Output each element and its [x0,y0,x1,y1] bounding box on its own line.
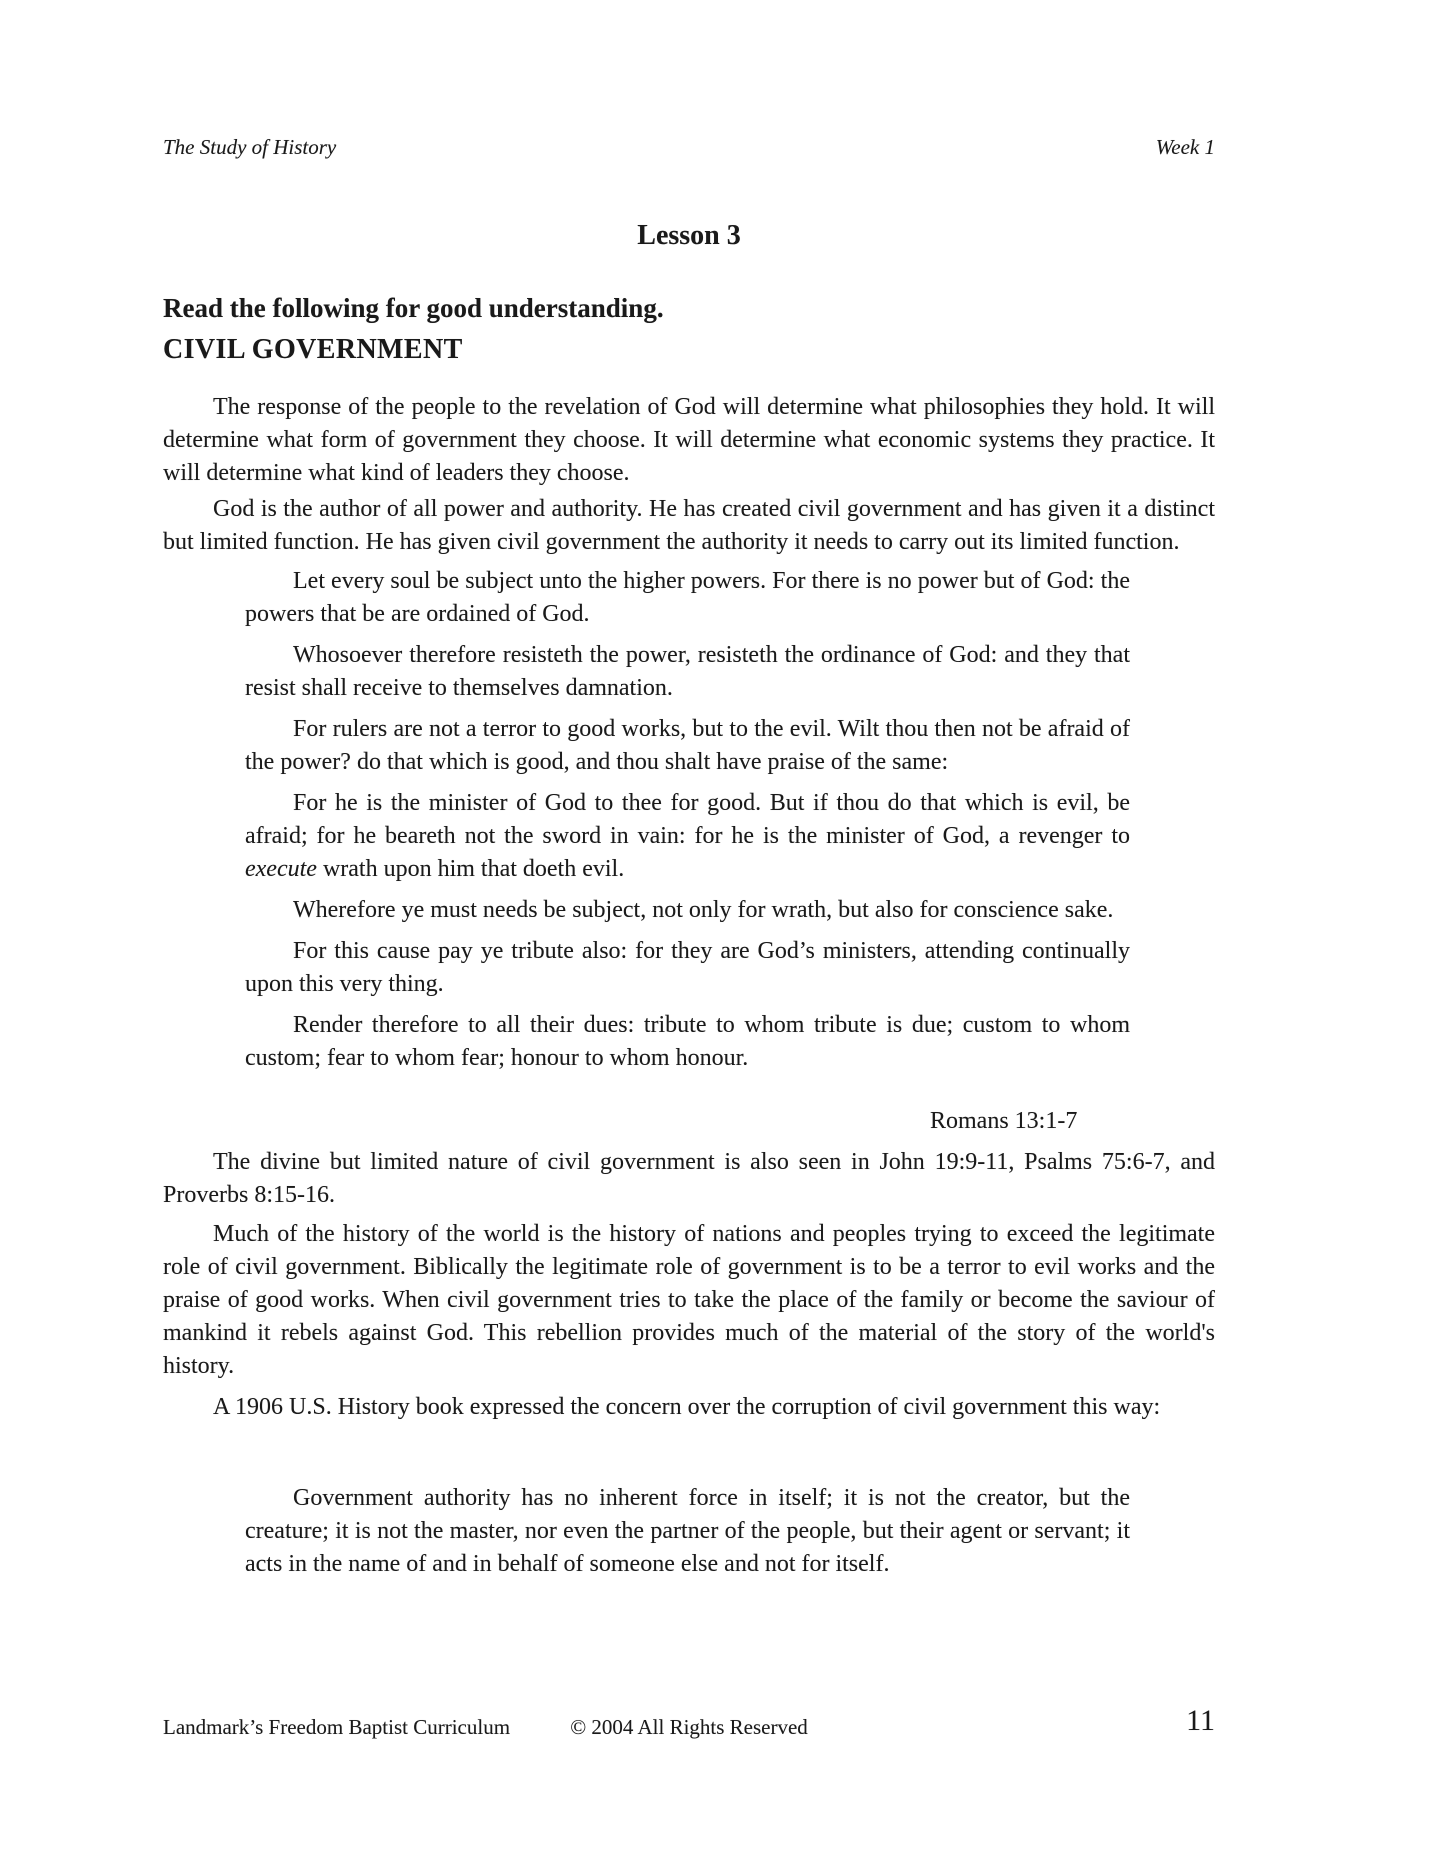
verse-6: For this cause pay ye tribute also: for they are God’s ministers, attending continually upon this very thing. [245,938,1130,997]
footer-page-number: 11 [1186,1704,1215,1737]
paragraph-god-author: God is the author of all power and authority. He has created civil government and has given it a distinct but limited function. He has given civil government the authority it needs to carry out its limited function. [163,496,1215,555]
instruction-heading: Read the following for good understanding. [163,293,664,323]
scripture-quote [245,565,1130,1075]
verse-4 [245,787,1130,886]
lesson-title: Lesson 3 [637,220,741,251]
paragraph-response: The response of the people to the revelation of God will determine what philosophies they hold. It will determine what form of government they choose. It will determine what economic systems they practice. It will determine what kind of leaders they choose. [163,394,1215,486]
excerpt-quote: Government authority has no inherent force in itself; it is not the creator, but the creature; it is not the master, nor even the partner of the people, but their agent or servant; it acts in the name of and in behalf of someone else and not for itself. [245,1485,1130,1577]
page-content [163,0,1215,1581]
verse-1: Let every soul be subject unto the higher powers. For there is no power but of God: the powers that be are ordained of God. [245,568,1130,627]
verse-emphasis-word: execute [245,856,317,882]
page-header [163,135,1215,159]
footer-curriculum-name: Landmark’s Freedom Baptist Curriculum [163,1715,511,1739]
paragraph-history-world: Much of the history of the world is the history of nations and peoples trying to exceed the legitimate role of civil government. Biblically the legitimate role of government is to be a terror to evil works and the praise of good works. When civil government tries to take the place of the family or become the saviour of mankind it rebels against God. This rebellion provides much of the material of the story of the world's history. [163,1221,1215,1379]
header-course-title: The Study of History [163,135,337,159]
scripture-reference: Romans 13:1-7 [930,1108,1078,1134]
verse-4-text-pre: For he is the minister of God to thee for good. But if thou do that which is evil, be afraid; for he beareth not the sword in vain: for he is the minister of God, a revenger to [245,790,1130,849]
verse-4-text-post: wrath upon him that doeth evil. [316,856,625,882]
section-heading: CIVIL GOVERNMENT [163,334,463,365]
footer-copyright: © 2004 All Rights Reserved [570,1715,808,1739]
paragraph-divine-nature: The divine but limited nature of civil government is also seen in John 19:9-11, Psalms 75:6-7, and Proverbs 8:15-16. [163,1149,1215,1208]
verse-5: Wherefore ye must needs be subject, not only for wrath, but also for conscience sake. [293,897,1114,923]
header-week-label: Week 1 [1155,135,1215,159]
paragraph-1906-book: A 1906 U.S. History book expressed the concern over the corruption of civil government this way: [213,1394,1161,1420]
verse-2: Whosoever therefore resisteth the power, resisteth the ordinance of God: and they that resist shall receive to themselves damnation. [245,642,1130,701]
verse-3: For rulers are not a terror to good works, but to the evil. Wilt thou then not be afraid of the power? do that which is good, and thou shalt have praise of the same: [245,716,1130,775]
verse-7: Render therefore to all their dues: tribute to whom tribute is due; custom to whom custom; fear to whom fear; honour to whom honour. [245,1012,1130,1071]
